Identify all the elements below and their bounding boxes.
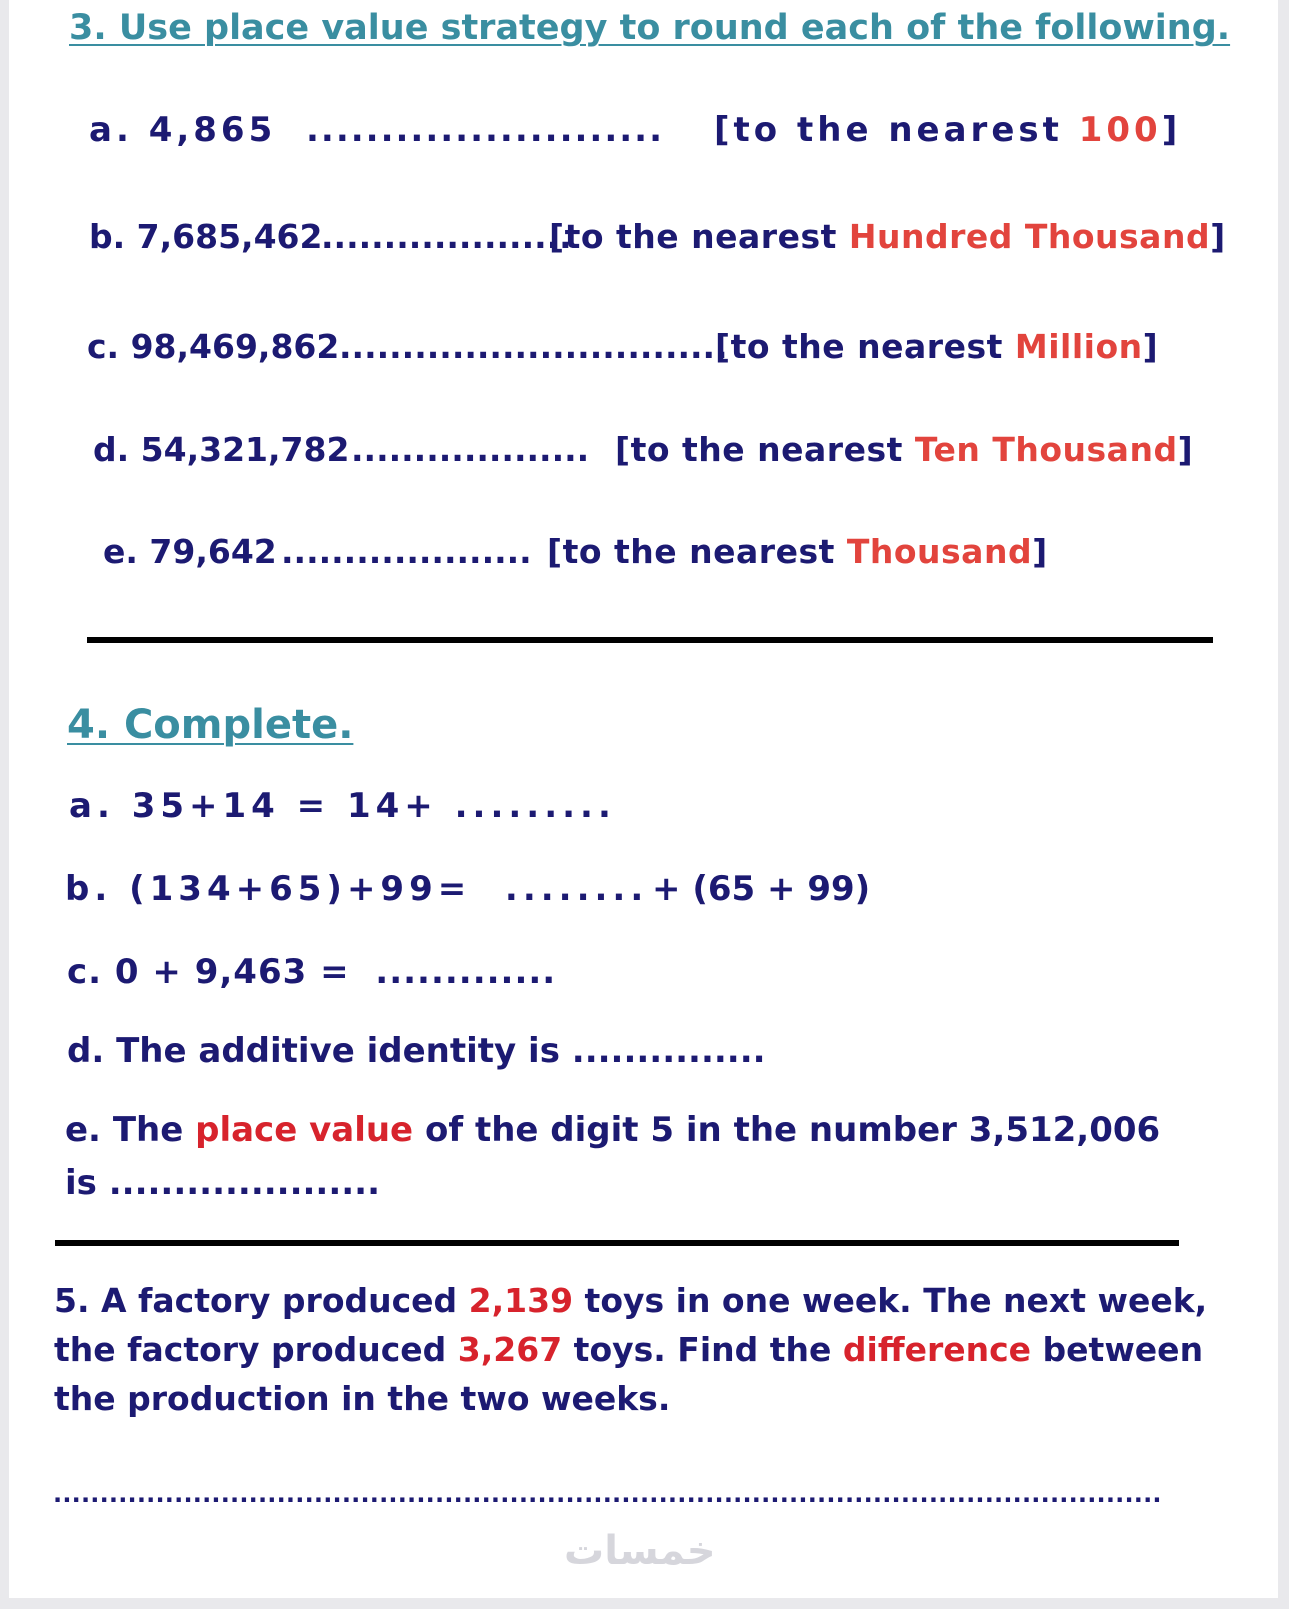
q5-second-week-count: 3,267 (457, 1330, 563, 1369)
q4-item-d-dots: ............... (571, 1031, 766, 1071)
q4-item-c (67, 952, 556, 992)
q3-item-a-dots: ........................ (306, 110, 664, 150)
q3-item-c-instruction (715, 327, 1158, 366)
q3-item-a-label: a. 4,865 (89, 110, 277, 150)
q5-line2-pre: the factory produced (54, 1330, 458, 1369)
q3-item-a-suffix: ] (1161, 110, 1182, 150)
q4-heading: 4. Complete. (67, 702, 354, 748)
q3-item-d-place: Ten Thousand (914, 430, 1178, 469)
q3-item-c-place: Million (1014, 327, 1143, 366)
q4-item-b (65, 869, 648, 909)
q3-item-a-place: 100 (1078, 110, 1162, 150)
q3-item-c-suffix: ] (1142, 327, 1159, 366)
q5-answer-dots: ....................................................................................................................... (53, 1480, 1162, 1508)
q3-item-c-label: c. 98,469,862 (87, 327, 340, 366)
q3-item-e-suffix: ] (1032, 532, 1048, 571)
q4-item-c-text: c. 0 + 9,463 = (67, 952, 350, 992)
worksheet-page (9, 0, 1278, 1598)
q3-item-b-instruction (549, 217, 1226, 256)
q4-item-b-dots: ........ (504, 869, 649, 909)
q3-item-b-suffix: ] (1210, 217, 1226, 256)
q3-item-d-suffix: ] (1177, 430, 1194, 469)
q5-line3: the production in the two weeks. (54, 1379, 671, 1418)
q5-line1-post: toys in one week. The next week, (573, 1281, 1208, 1320)
q4-item-b-tail: + (65 + 99) (652, 869, 871, 909)
q4-item-e-post: of the digit 5 in the number 3,512,006 (413, 1110, 1161, 1150)
q3-item-d-instruction (615, 430, 1193, 469)
q4-item-e-highlight: place value (195, 1110, 414, 1150)
q4-item-e-pre: e. The (65, 1110, 196, 1150)
q3-item-b-prefix: [to the nearest (549, 217, 849, 256)
q4-item-e-is: is (65, 1163, 97, 1203)
q3-item-d-dots: ................... (351, 430, 590, 469)
q4-item-d-text: d. The additive identity is (67, 1031, 560, 1071)
q3-item-e-instruction (547, 532, 1048, 571)
q3-item-e-prefix: [to the nearest (547, 532, 847, 571)
q3-item-e-dots: .................... (281, 532, 532, 571)
q5-line2 (54, 1325, 1203, 1374)
q4-item-a-dots: ......... (454, 786, 616, 826)
q4-item-e-dots: ..................... (108, 1163, 380, 1203)
q3-item-c-dots: ............................... (339, 327, 728, 366)
q5-first-week-count: 2,139 (468, 1281, 574, 1320)
q3-item-d-prefix: [to the nearest (615, 430, 915, 469)
q3-item-e-place: Thousand (846, 532, 1033, 571)
q3-item-b-place: Hundred Thousand (848, 217, 1211, 256)
q5-difference-highlight: difference (842, 1330, 1032, 1369)
q3-item-d-label: d. 54,321,782 (93, 430, 350, 469)
q4-item-d (67, 1031, 766, 1071)
q5-line2-post: between (1031, 1330, 1204, 1369)
q3-item-e-label: e. 79,642 (103, 532, 277, 571)
q4-item-c-dots: ............. (375, 952, 557, 992)
q4-item-e-line1 (65, 1110, 1160, 1150)
section-divider (87, 637, 1213, 643)
q3-item-b-dots: .................... (321, 217, 572, 256)
q4-item-e-line2 (65, 1163, 380, 1203)
q4-item-b-text: b. (134+65)+99= (65, 869, 472, 909)
section-divider (55, 1240, 1179, 1246)
q3-heading: 3. Use place value strategy to round each of the following. (69, 8, 1231, 48)
q3-item-b-label: b. 7,685,462 (89, 217, 323, 256)
q5-line1-pre: 5. A factory produced (54, 1281, 469, 1320)
q3-item-a-prefix: [to the nearest (714, 110, 1079, 150)
watermark-logo: خمسات (564, 1528, 716, 1574)
q4-item-a (69, 786, 616, 826)
q5-line1 (54, 1276, 1207, 1325)
q4-item-a-text: a. 35+14 = 14+ (69, 786, 438, 826)
q3-item-a-instruction (714, 110, 1181, 150)
q3-item-c-prefix: [to the nearest (715, 327, 1015, 366)
q5-line2-mid: toys. Find the (562, 1330, 843, 1369)
